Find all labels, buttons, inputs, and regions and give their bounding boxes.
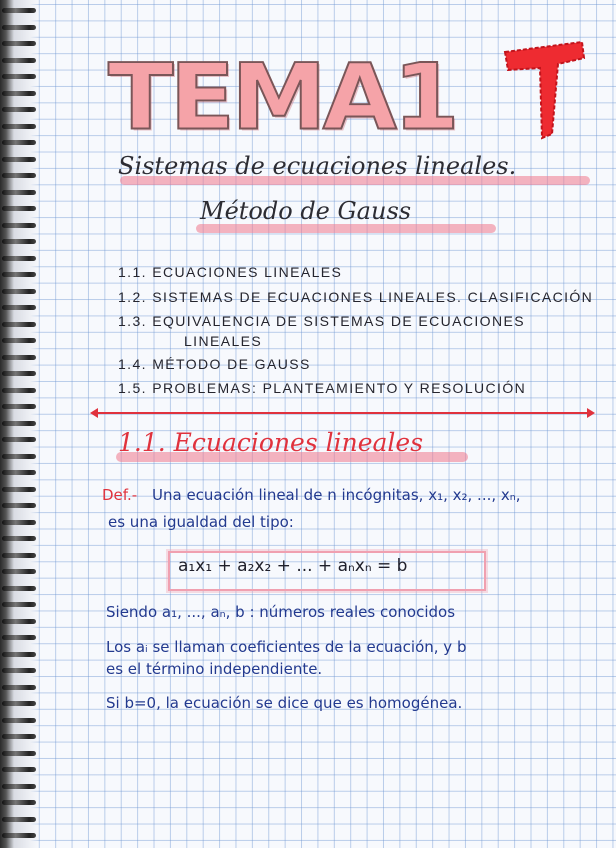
subtitle-highlight-2 (196, 224, 496, 233)
spiral-ring (2, 74, 36, 79)
line-siendo: Siendo a₁, ..., aₙ, b : números reales conocidos (106, 603, 456, 621)
spiral-ring (2, 784, 36, 789)
tema-title (108, 43, 498, 151)
spiral-ring (2, 635, 36, 640)
spiral-ring (2, 107, 36, 112)
spiral-ring (2, 487, 36, 492)
spiral-ring (2, 437, 36, 442)
spiral-ring (2, 619, 36, 624)
spiral-ring (2, 8, 36, 13)
subtitle-line-1: Sistemas de ecuaciones lineales. (118, 152, 517, 180)
toc-item (118, 313, 525, 329)
spiral-ring (2, 817, 36, 822)
spiral-ring (2, 223, 36, 228)
toc-item (184, 333, 262, 349)
spiral-binding (0, 0, 40, 848)
spiral-ring (2, 734, 36, 739)
spiral-ring (2, 520, 36, 525)
spiral-ring (2, 256, 36, 261)
spiral-ring (2, 751, 36, 756)
toc-item (118, 356, 311, 372)
spiral-ring (2, 371, 36, 376)
definition-line-2: es una igualdad del tipo: (108, 513, 294, 531)
spiral-ring (2, 58, 36, 63)
toc-num: 1.4. (118, 356, 147, 372)
spiral-ring (2, 800, 36, 805)
toc-item (118, 289, 593, 305)
spiral-ring (2, 404, 36, 409)
definition-label: Def.- (102, 486, 138, 504)
spiral-ring (2, 173, 36, 178)
line-termino-independiente: es el término independiente. (106, 660, 323, 678)
toc-text: EQUIVALENCIA DE SISTEMAS DE ECUACIONES (152, 313, 525, 329)
spiral-ring (2, 685, 36, 690)
spiral-ring (2, 190, 36, 195)
spiral-ring (2, 701, 36, 706)
definition-line-1: Una ecuación lineal de n incógnitas, x₁, x₂, ..., xₙ, (152, 486, 521, 504)
equation-formula: a₁x₁ + a₂x₂ + ... + aₙxₙ = b (178, 556, 408, 576)
spiral-ring (2, 272, 36, 277)
spiral-ring (2, 239, 36, 244)
spiral-ring (2, 305, 36, 310)
spiral-ring (2, 355, 36, 360)
spiral-ring (2, 206, 36, 211)
toc-text: ECUACIONES LINEALES (152, 264, 343, 280)
spiral-ring (2, 470, 36, 475)
spiral-ring (2, 388, 36, 393)
tema-label: TEMA (108, 43, 393, 151)
subtitle-line-2: Método de Gauss (200, 197, 412, 225)
toc-num: 1.1. (118, 264, 147, 280)
spiral-ring (2, 338, 36, 343)
tema-number: 1 (392, 43, 456, 151)
toc-num: 1.5. (118, 380, 147, 396)
spiral-ring (2, 718, 36, 723)
toc-num: 1.2. (118, 289, 147, 305)
toc-text: PROBLEMAS: PLANTEAMIENTO Y RESOLUCIÓN (152, 380, 527, 396)
spiral-ring (2, 91, 36, 96)
spiral-ring (2, 586, 36, 591)
tema-number-mark (500, 34, 590, 144)
spiral-ring (2, 668, 36, 673)
line-homogenea: Si b=0, la ecuación se dice que es homogénea. (106, 694, 463, 712)
spiral-ring (2, 454, 36, 459)
toc-num: 1.3. (118, 313, 147, 329)
spiral-ring (2, 124, 36, 129)
spiral-ring (2, 421, 36, 426)
spiral-ring (2, 503, 36, 508)
spiral-ring (2, 553, 36, 558)
spiral-ring (2, 41, 36, 46)
line-coeficientes: Los aᵢ se llaman coeficientes de la ecuación, y b (106, 638, 467, 656)
toc-text: LINEALES (184, 333, 263, 349)
spiral-ring (2, 536, 36, 541)
spiral-ring (2, 767, 36, 772)
spiral-ring (2, 652, 36, 657)
spiral-ring (2, 25, 36, 30)
toc-item (118, 264, 342, 280)
tema-number-mark-text: 7 (544, 104, 545, 105)
spiral-ring (2, 289, 36, 294)
spiral-ring (2, 569, 36, 574)
toc-text: MÉTODO DE GAUSS (152, 356, 311, 372)
spiral-ring (2, 833, 36, 838)
divider-arrow (96, 412, 589, 414)
spiral-ring (2, 140, 36, 145)
spiral-ring (2, 157, 36, 162)
toc-item (118, 380, 526, 396)
section-title: 1.1. Ecuaciones lineales (118, 428, 424, 457)
toc-text: SISTEMAS DE ECUACIONES LINEALES. CLASIFICACIÓN (152, 289, 594, 305)
spiral-ring (2, 322, 36, 327)
spiral-ring (2, 602, 36, 607)
